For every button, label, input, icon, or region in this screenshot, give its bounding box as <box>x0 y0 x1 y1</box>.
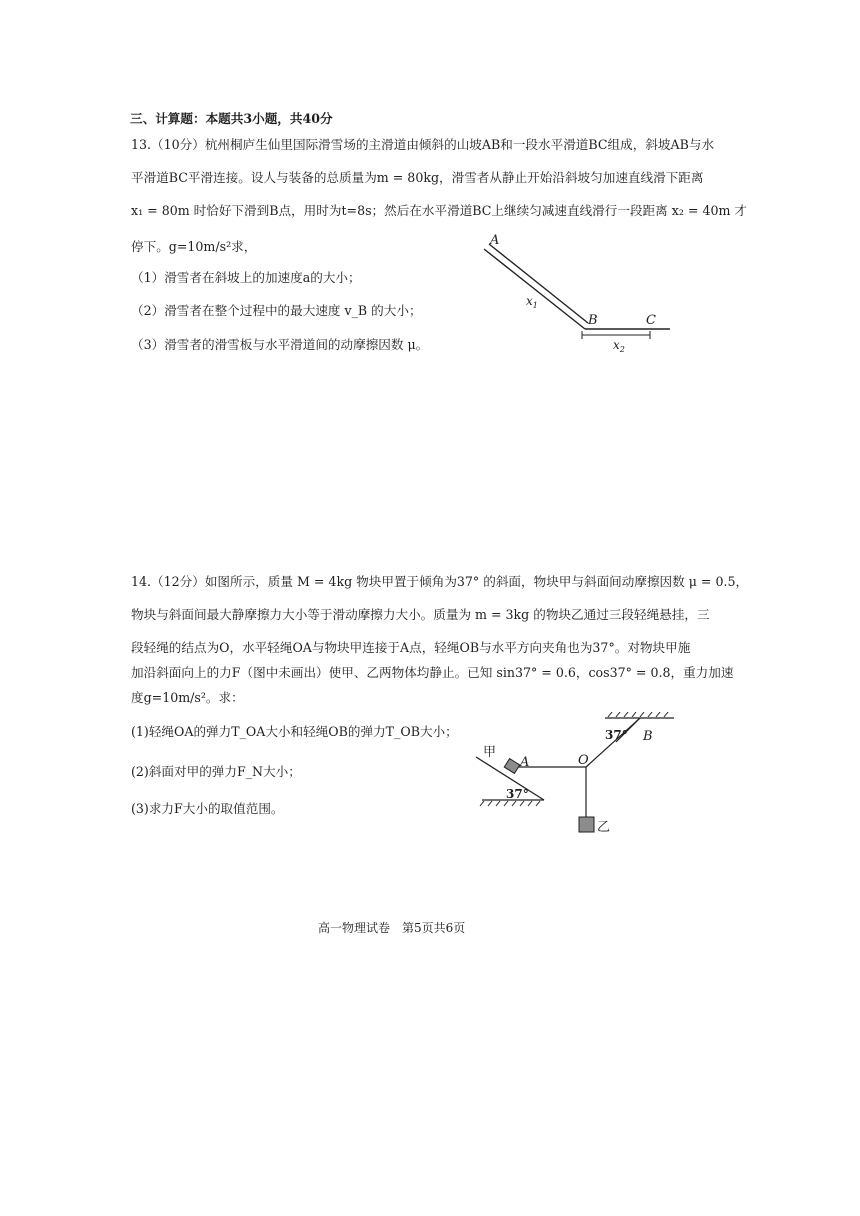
q13-line-4: 停下。g=10m/s²求， <box>131 239 257 254</box>
q14-line-5: 度g=10m/s²。求： <box>131 690 244 705</box>
q13-item-3: （3）滑雪者的滑雪板与水平滑道间的动摩擦因数 μ。 <box>131 337 429 352</box>
q13-line-1: 13.（10分）杭州桐庐生仙里国际滑雪场的主滑道由倾斜的山坡AB和一段水平滑道BC组成，斜坡AB与水 <box>131 137 715 152</box>
q14-line-1: 14.（12分）如图所示，质量 M = 4kg 物块甲置于倾角为37° 的斜面，物块甲与斜面间动摩擦因数 μ = 0.5， <box>131 574 749 589</box>
ground-hatch <box>480 801 540 806</box>
slope-ab-line <box>484 249 585 329</box>
block-jia <box>504 759 519 774</box>
label-jia: 甲 <box>483 745 497 760</box>
q14-line-3: 段轻绳的结点为O，水平轻绳OA与物块甲连接于A点，轻绳OB与水平方向夹角也为37°。对物块甲施 <box>131 640 691 655</box>
slope-figure <box>470 228 690 360</box>
block-yi <box>579 817 594 832</box>
q14-line-4: 加沿斜面向上的力F（图中未画出）使甲、乙两物体均静止。已知 sin37° = 0.6，cos37° = 0.8，重力加速 <box>131 665 734 680</box>
q14-item-2: (2)斜面对甲的弹力F_N大小； <box>131 764 301 779</box>
label-b: B <box>643 729 653 744</box>
q13-item-2: （2）滑雪者在整个过程中的最大速度 v_B 的大小； <box>131 303 422 318</box>
q14-item-1: (1)轻绳OA的弹力T_OA大小和轻绳OB的弹力T_OB大小； <box>131 724 458 739</box>
rope-ob <box>586 718 640 767</box>
q13-line-3: x₁ = 80m 时恰好下滑到B点，用时为t=8s；然后在水平滑道BC上继续匀减速直线滑行一段距离 x₂ = 40m 才 <box>131 203 748 218</box>
label-a: A <box>490 233 500 248</box>
label-x1: $x_1$ <box>526 294 538 310</box>
label-b: B <box>588 313 598 328</box>
angle-top: 37° <box>605 728 628 742</box>
q13-item-1: （1）滑雪者在斜坡上的加速度a的大小； <box>131 270 361 285</box>
q13-line-2: 平滑道BC平滑连接。设人与装备的总质量为m = 80kg，滑雪者从静止开始沿斜坡匀加速直线滑下距离 <box>131 170 704 185</box>
label-o: O <box>578 753 589 768</box>
section-heading: 三、计算题：本题共3小题，共40分 <box>130 111 333 126</box>
label-yi: 乙 <box>597 820 611 835</box>
slope-ab-line-2 <box>489 244 588 323</box>
label-c: C <box>646 313 656 328</box>
q14-item-3: (3)求力F大小的取值范围。 <box>131 801 284 816</box>
page-footer: 高一物理试卷 第5页共6页 <box>318 921 466 935</box>
angle-bottom: 37° <box>506 787 529 801</box>
ceiling-hatch <box>605 712 674 718</box>
hanging-block-figure <box>470 712 685 847</box>
label-x2: $x_2$ <box>613 338 625 354</box>
label-a: A <box>520 755 530 770</box>
q14-line-2: 物块与斜面间最大静摩擦力大小等于滑动摩擦力大小。质量为 m = 3kg 的物块乙通过三段轻绳悬挂，三 <box>131 607 710 622</box>
